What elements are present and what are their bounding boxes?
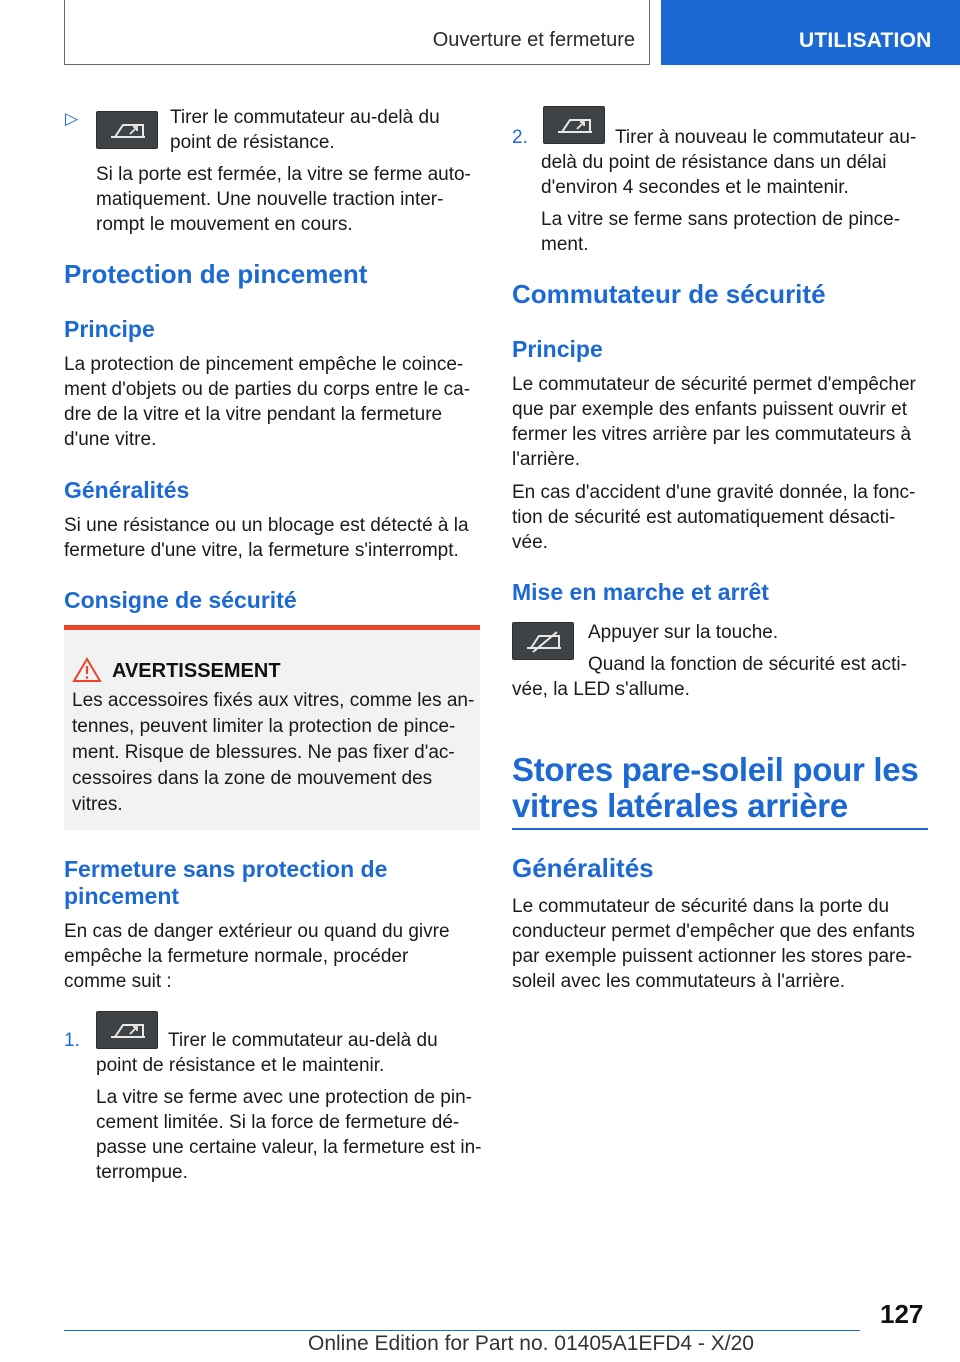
paragraph-line: Quand la fonction de sécurité est acti- bbox=[588, 654, 907, 675]
step-marker: ▷ bbox=[65, 109, 79, 128]
paragraph-line: Appuyer sur la touche. bbox=[588, 622, 779, 643]
step-number: 1. bbox=[64, 1030, 80, 1051]
paragraph-line: l'arrière. bbox=[512, 449, 581, 470]
warning-line: tennes, peuvent limiter la protection de pince- bbox=[72, 716, 456, 737]
heading-principe: Principe bbox=[64, 316, 155, 342]
step-text: point de résistance. bbox=[170, 132, 335, 153]
warning-line: cessoires dans la zone de mouvement des bbox=[72, 768, 433, 789]
warning-line: ment. Risque de blessures. Ne pas fixer d'ac- bbox=[72, 742, 455, 763]
header-section-title: Ouverture et fermeture bbox=[432, 29, 635, 51]
paragraph-line: rompt le mouvement en cours. bbox=[96, 214, 353, 235]
paragraph-line: soleil avec les commutateurs à l'arrière. bbox=[512, 971, 846, 992]
paragraph-line: fermeture d'une vitre, la fermeture s'interrompt. bbox=[64, 540, 459, 561]
step-text: Tirer le commutateur au-delà du bbox=[168, 1030, 438, 1051]
paragraph-line: ment. bbox=[541, 234, 589, 255]
warning-triangle-icon bbox=[72, 657, 102, 683]
paragraph-line: ment d'objets ou de parties du corps entre le ca- bbox=[64, 379, 471, 400]
paragraph-line: empêche la fermeture normale, procéder bbox=[64, 946, 409, 967]
paragraph-line: La vitre se ferme avec une protection de pin- bbox=[96, 1087, 472, 1108]
step-text: Tirer à nouveau le commutateur au- bbox=[615, 127, 917, 148]
paragraph-line: d'une vitre. bbox=[64, 429, 157, 450]
step-number: 2. bbox=[512, 127, 528, 148]
warning-line: vitres. bbox=[72, 794, 123, 815]
paragraph-line: Si une résistance ou un blocage est détecté à la bbox=[64, 515, 469, 536]
paragraph-line: La vitre se ferme sans protection de pince- bbox=[541, 209, 901, 230]
paragraph-line: Le commutateur de sécurité permet d'empêcher bbox=[512, 374, 916, 395]
heading-protection: Protection de pincement bbox=[64, 259, 368, 289]
step-text: point de résistance et le maintenir. bbox=[96, 1055, 385, 1076]
paragraph-line: Si la porte est fermée, la vitre se ferme auto- bbox=[96, 164, 471, 185]
warning-line: Les accessoires fixés aux vitres, comme les an- bbox=[72, 690, 475, 711]
paragraph-line: vée, la LED s'allume. bbox=[512, 679, 690, 700]
heading-consigne: Consigne de sécurité bbox=[64, 587, 297, 613]
paragraph-line: vée. bbox=[512, 532, 548, 553]
heading-fermeture: pincement bbox=[64, 883, 180, 909]
header-chapter-tab[interactable] bbox=[661, 0, 960, 65]
window-switch-icon bbox=[543, 106, 605, 144]
paragraph-line: que par exemple des enfants puissent ouvrir et bbox=[512, 399, 908, 420]
paragraph-line: En cas d'accident d'une gravité donnée, la fonc- bbox=[512, 482, 916, 503]
heading-stores: vitres latérales arrière bbox=[512, 787, 848, 824]
footer-edition[interactable]: Online Edition for Part no. 01405A1EFD4 - X/20 bbox=[308, 1332, 754, 1355]
heading-generalites: Généralités bbox=[64, 477, 190, 503]
paragraph-line: fermer les vitres arrière par les commutateurs à bbox=[512, 424, 912, 445]
heading-commutateur: Commutateur de sécurité bbox=[512, 279, 826, 309]
safety-switch-icon bbox=[512, 622, 574, 660]
heading-principe: Principe bbox=[512, 336, 603, 362]
window-switch-icon bbox=[96, 1011, 158, 1049]
step-text: delà du point de résistance dans un délai bbox=[541, 152, 887, 173]
paragraph-line: conducteur permet d'empêcher que des enfants bbox=[512, 921, 915, 942]
paragraph-line: comme suit : bbox=[64, 971, 172, 992]
paragraph-line: tion de sécurité est automatiquement désacti- bbox=[512, 507, 896, 528]
step-text: Tirer le commutateur au-delà du bbox=[170, 107, 440, 128]
header-section-box bbox=[64, 0, 650, 65]
paragraph-line: La protection de pincement empêche le coince- bbox=[64, 354, 464, 375]
footer-rule bbox=[64, 1330, 860, 1331]
paragraph-line: En cas de danger extérieur ou quand du givre bbox=[64, 921, 450, 942]
step-text: d'environ 4 secondes et le maintenir. bbox=[541, 177, 849, 198]
heading-mise-en-marche: Mise en marche et arrêt bbox=[512, 579, 769, 605]
heading-generalites: Généralités bbox=[512, 853, 654, 883]
heading-rule bbox=[512, 828, 928, 830]
paragraph-line: terrompue. bbox=[96, 1162, 188, 1183]
warning-box bbox=[64, 625, 480, 830]
heading-stores: Stores pare-soleil pour les bbox=[512, 751, 919, 788]
window-switch-icon bbox=[96, 111, 158, 149]
heading-fermeture: Fermeture sans protection de bbox=[64, 856, 388, 882]
paragraph-line: Le commutateur de sécurité dans la porte du bbox=[512, 896, 890, 917]
warning-title: AVERTISSEMENT bbox=[112, 660, 281, 682]
paragraph-line: passe une certaine valeur, la fermeture est in- bbox=[96, 1137, 482, 1158]
paragraph-line: matiquement. Une nouvelle traction inter- bbox=[96, 189, 444, 210]
header-chapter-label: UTILISATION bbox=[799, 29, 932, 52]
paragraph-line: cement limitée. Si la force de fermeture dé- bbox=[96, 1112, 460, 1133]
paragraph-line: dre de la vitre et la vitre pendant la fermeture bbox=[64, 404, 443, 425]
paragraph-line: par exemple puissent actionner les stores pare- bbox=[512, 946, 913, 967]
page-number: 127 bbox=[880, 1299, 924, 1329]
